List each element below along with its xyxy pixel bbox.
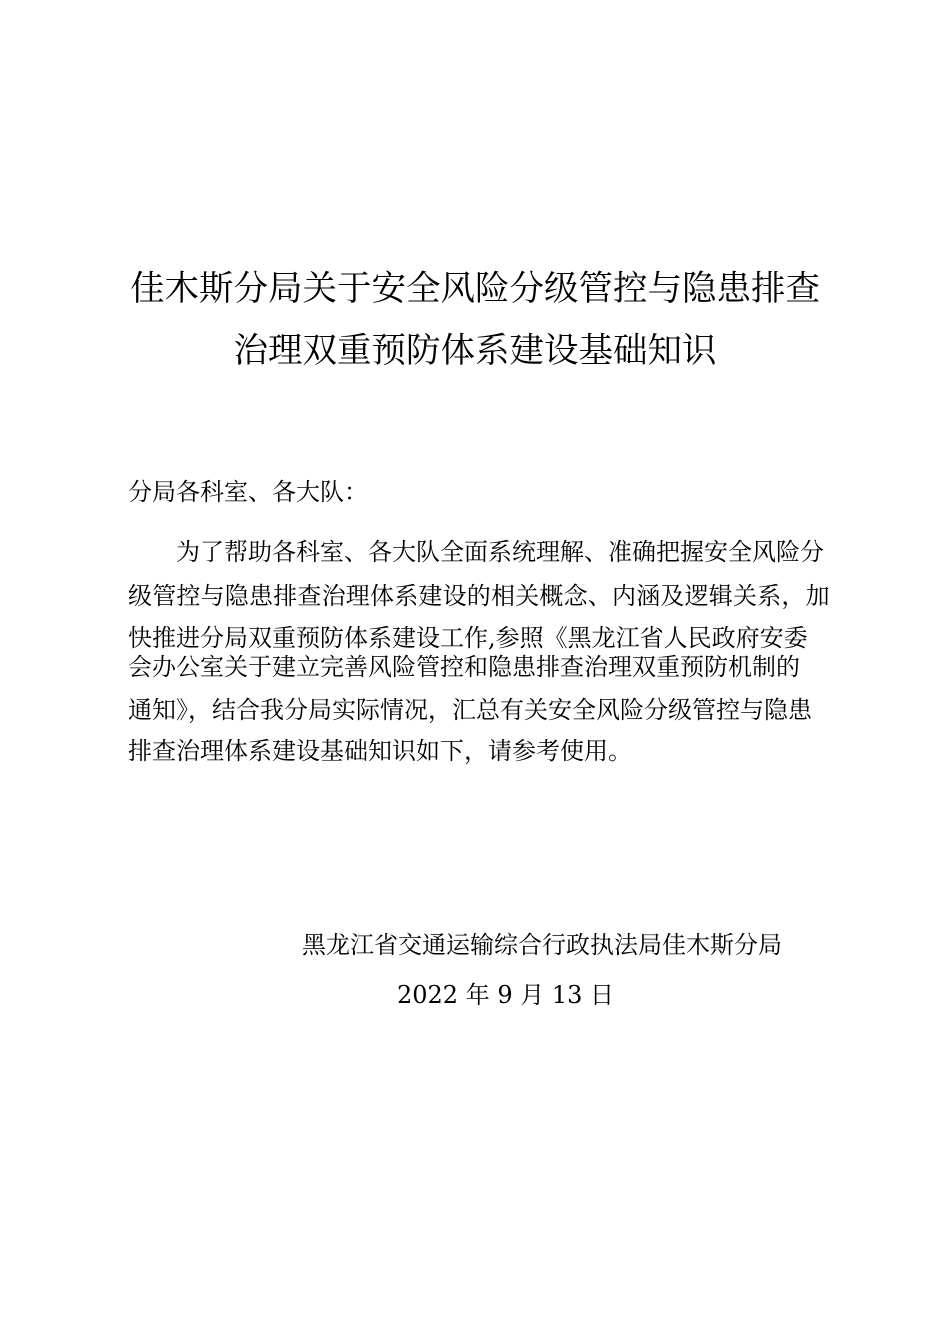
body-line-2: 级管控与隐患排查治理体系建设的相关概念、内涵及逻辑关系，加 [128,582,830,610]
signature-date: 2022 年 9 月 13 日 [397,981,615,1009]
body-line-1: 为了帮助各科室、各大队全面系统理解、准确把握安全风险分 [176,538,824,566]
title-line-1: 佳木斯分局关于安全风险分级管控与隐患排查 [130,269,820,309]
body-line-4: 会办公室关于建立完善风险管控和隐患排查治理双重预防机制的 [128,653,800,681]
title-line-2: 治理双重预防体系建设基础知识 [233,331,717,371]
body-line-5: 通知》，结合我分局实际情况，汇总有关安全风险分级管控与隐患 [128,696,812,724]
signature-org: 黑龙江省交通运输综合行政执法局佳木斯分局 [302,931,782,959]
body-line-6: 排查治理体系建设基础知识如下，请参考使用。 [128,737,632,765]
body-line-3: 快推进分局双重预防体系建设工作,参照《黑龙江省人民政府安委 [128,624,808,652]
salutation: 分局各科室、各大队： [128,478,368,506]
